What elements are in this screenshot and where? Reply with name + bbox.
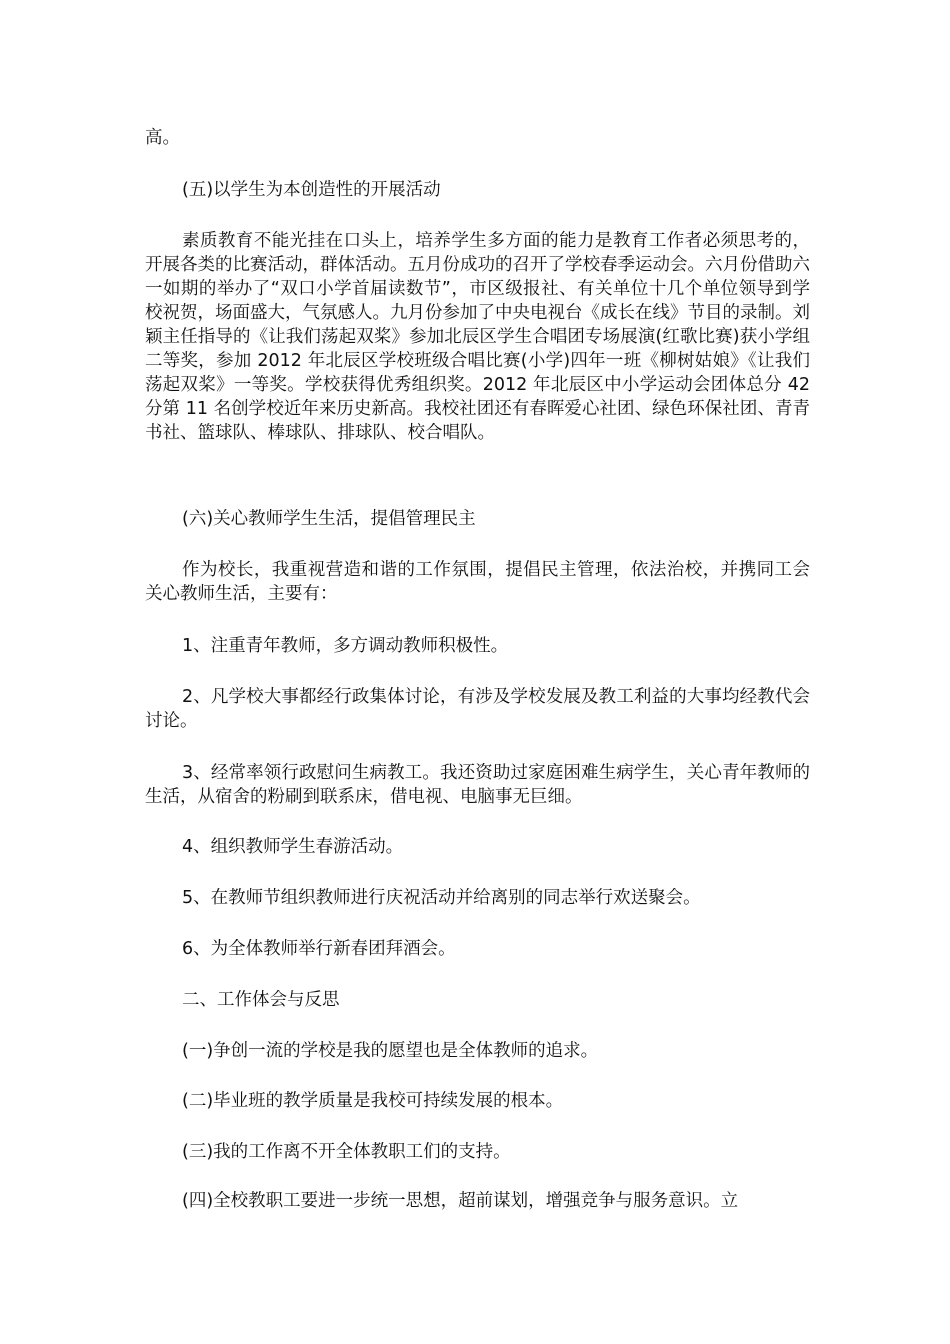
paragraph-principal: 作为校长，我重视营造和谐的工作氛围，提倡民主管理，依法治校，并携同工会关心教师生活，主要有： xyxy=(145,560,810,604)
list-item-6: 6、为全体教师举行新春团拜酒会。 xyxy=(182,939,456,959)
section-heading-6: (六)关心教师学生生活，提倡管理民主 xyxy=(182,509,476,529)
reflection-4: (四)全校教职工要进一步统一思想，超前谋划，增强竞争与服务意识。立 xyxy=(182,1191,739,1211)
reflection-1: (一)争创一流的学校是我的愿望也是全体教师的追求。 xyxy=(182,1041,599,1061)
paragraph-activities: 素质教育不能光挂在口头上，培养学生多方面的能力是教育工作者必须思考的，开展各类的比赛活动，群体活动。五月份成功的召开了学校春季运动会。六月份借助六一如期的举办了“双口小学首届读数节”，市区级报社、有关单位十几个单位领导到学校祝贺，场面盛大，气氛感人。九月份参加了中央电视台《成长在线》节目的录制。刘颖主任指导的《让我们荡起双桨》参加北辰区学生合唱团专场展演(红歌比赛)获小学组二等奖，参加 2012 年北辰区学校班级合唱比赛(小学)四年一班《柳树姑娘》《让我们荡起双桨》一等奖。学校获得优秀组织奖。2012 年北辰区中小学运动会团体总分 42 分第 11 名创学校近年来历史新高。我校社团还有春晖爱心社团、绿色环保社团、青青书社、篮球队、棒球队、排球队、校合唱队。 xyxy=(145,231,810,443)
paragraph-continuation: 高。 xyxy=(145,128,180,148)
section-heading-5: (五)以学生为本创造性的开展活动 xyxy=(182,180,441,200)
reflection-3: (三)我的工作离不开全体教职工们的支持。 xyxy=(182,1142,511,1162)
list-item-5: 5、在教师节组织教师进行庆祝活动并给离别的同志举行欢送聚会。 xyxy=(182,888,701,908)
list-item-4: 4、组织教师学生春游活动。 xyxy=(182,837,404,857)
reflection-2: (二)毕业班的教学质量是我校可持续发展的根本。 xyxy=(182,1091,564,1111)
list-item-2: 2、凡学校大事都经行政集体讨论，有涉及学校发展及教工利益的大事均经教代会讨论。 xyxy=(145,687,810,731)
list-item-1: 1、注重青年教师，多方调动教师积极性。 xyxy=(182,636,509,656)
section-heading-2: 二、工作体会与反思 xyxy=(182,990,340,1010)
list-item-3: 3、经常率领行政慰问生病教工。我还资助过家庭困难生病学生，关心青年教师的生活，从宿舍的粉刷到联系床，借电视、电脑事无巨细。 xyxy=(145,763,810,807)
